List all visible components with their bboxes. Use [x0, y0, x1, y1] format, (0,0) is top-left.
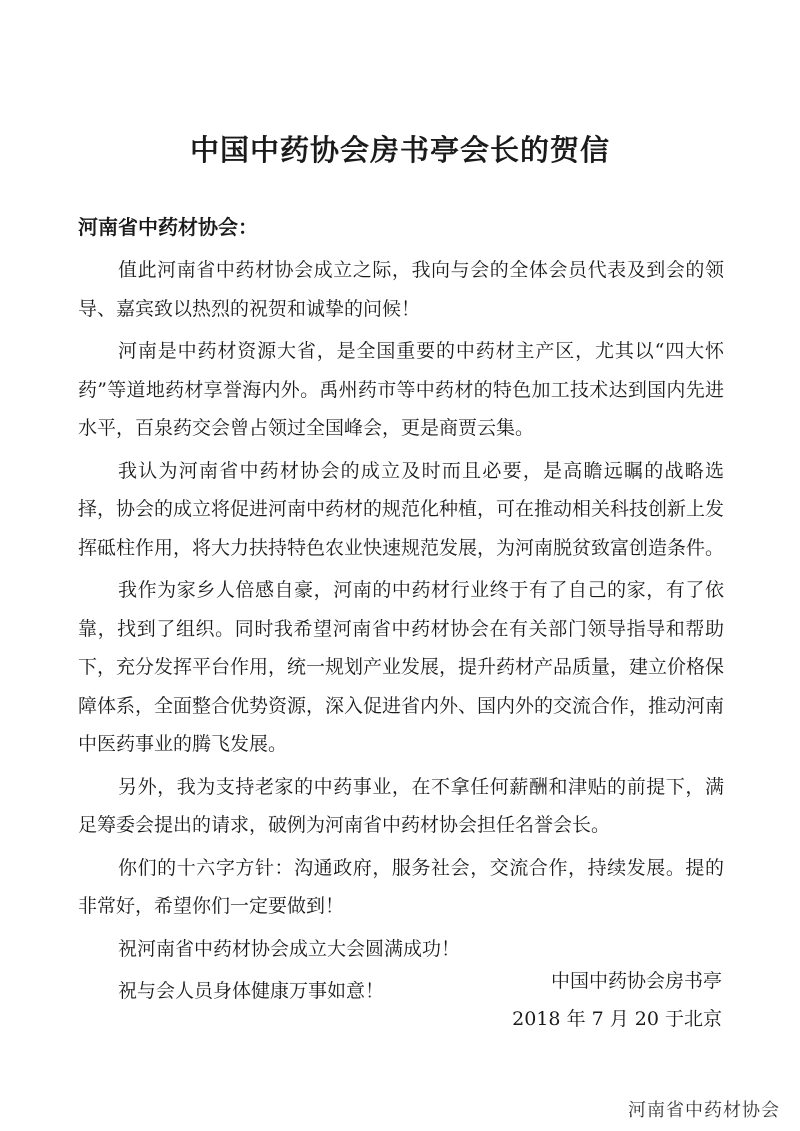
letter-body	[78, 251, 724, 1015]
paragraph-hopes: 我作为家乡人倍感自豪，河南的中药材行业终于有了自己的家，有了依靠，找到了组织。同时我希望河南省中药材协会在有关部门领导指导和帮助下，充分发挥平台作用，统一规划产业发展，提升药材产品质量，建立价格保障体系，全面整合优势资源，深入促进省内外、国内外的交流合作，推动河南中医药事业的腾飞发展。	[78, 579, 725, 755]
salutation: 河南省中药材协会：	[78, 215, 258, 239]
paragraph-association-importance: 我认为河南省中药材协会的成立及时而且必要，是高瞻远瞩的战略选择，协会的成立将促进河南中药材的规范化种植，可在推动相关科技创新上发挥砥柱作用，将大力扶持特色农业快速规范发展，为河南脱贫致富创造条件。	[78, 459, 725, 559]
footer-watermark: 河南省中药材协会	[628, 1100, 780, 1121]
paragraph-congratulations: 值此河南省中药材协会成立之际，我向与会的全体会员代表及到会的领导、嘉宾致以热烈的祝贺和诚挚的问候！	[78, 259, 724, 320]
paragraph-wish-health: 祝与会人员身体健康万事如意！	[118, 980, 385, 1002]
paragraph-henan-resources: 河南是中药材资源大省，是全国重要的中药材主产区，尤其以“四大怀药”等道地药材享誉海内外。禹州药市等中药材的特色加工技术达到国内先进水平，百泉药交会曾占领过全国峰会，更是商贾云集。	[78, 340, 724, 439]
paragraph-wish-success: 祝河南省中药材协会成立大会圆满成功！	[118, 937, 461, 960]
signature-name: 中国中药协会房书亭	[550, 970, 722, 992]
signature-block	[512, 962, 722, 1038]
letter-title: 中国中药协会房书亭会长的贺信	[189, 133, 610, 167]
paragraph-guidelines: 你们的十六字方针：沟通政府，服务社会，交流合作，持续发展。提的非常好，希望你们一定要做到！	[78, 856, 724, 917]
signature-date: 2018 年 7 月 20 于北京	[512, 1008, 722, 1030]
paragraph-honorary-president: 另外，我为支持老家的中药事业，在不拿任何薪酬和津贴的前提下，满足筹委会提出的请求，破例为河南省中药材协会担任名誉会长。	[78, 775, 724, 836]
